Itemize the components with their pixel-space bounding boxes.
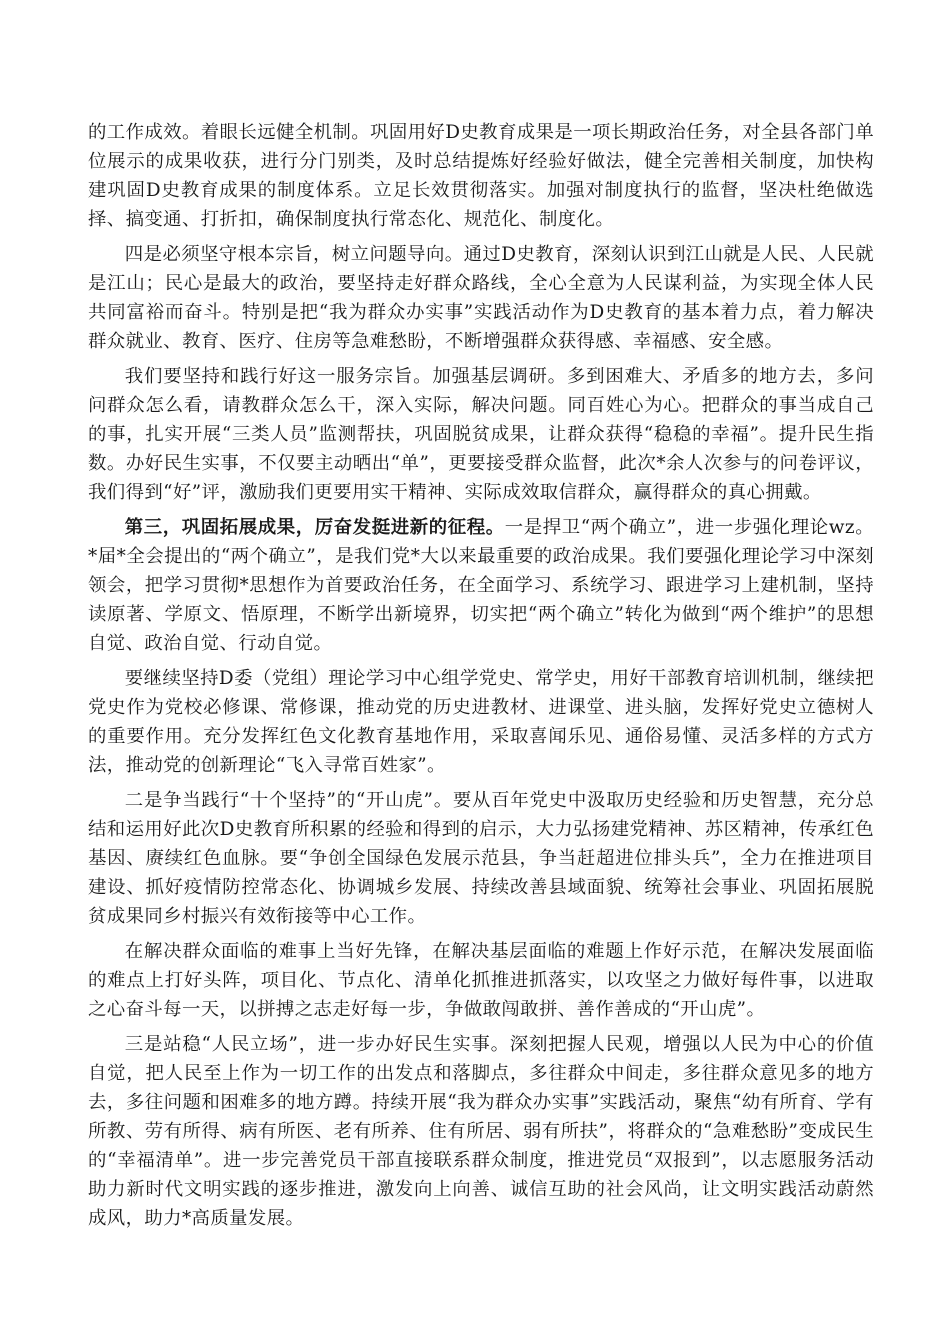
paragraph-3 bbox=[88, 362, 874, 507]
document-body bbox=[88, 118, 874, 1239]
paragraph-8-text: 三是站稳“人民立场”，进一步办好民生实事。深刻把握人民观，增强以人民为中心的价值自觉，把人民至上作为一切工作的出发点和落脚点，多往群众中间走，多往群众意见多的地方去，多往问题和困难多的地方蹲。持续开展“我为群众办实事”实践活动，聚焦“幼有所育、学有所教、劳有所得、病有所医、老有所养、住有所居、弱有所扶”，将群众的“急难愁盼”变成民生的“幸福清单”。进一步完善党员干部直接联系群众制度，推进党员“双报到”，以志愿服务活动助力新时代文明实践的逐步推进，激发向上向善、诚信互助的社会风尚，让文明实践活动蔚然成风，助力*高质量发展。 bbox=[88, 1034, 874, 1229]
paragraph-8 bbox=[88, 1030, 874, 1233]
paragraph-7-text: 在解决群众面临的难事上当好先锋，在解决基层面临的难题上作好示范，在解决发展面临的难点上打好头阵，项目化、节点化、清单化抓推进抓落实，以攻坚之力做好每件事，以进取之心奋斗每一天，以拼搏之志走好每一步，争做敢闯敢拼、善作善成的“开山虎”。 bbox=[88, 941, 874, 1020]
paragraph-3-text: 我们要坚持和践行好这一服务宗旨。加强基层调研。多到困难大、矛盾多的地方去，多问问群众怎么看，请教群众怎么干，深入实际，解决问题。同百姓心为心。把群众的事当成自己的事，扎实开展“三类人员”监测帮扶，巩固脱贫成果，让群众获得“稳稳的幸福”。提升民生指数。办好民生实事，不仅要主动晒出“单”，更要接受群众监督，此次*余人次参与的问卷评议，我们得到“好”评，激励我们更要用实干精神、实际成效取信群众，赢得群众的真心拥戴。 bbox=[88, 366, 874, 503]
paragraph-7 bbox=[88, 937, 874, 1024]
paragraph-5-text: 要继续坚持D委（党组）理论学习中心组学党史、常学史，用好干部教育培训机制，继续把党史作为党校必修课、常修课，推动党的历史进教材、进课堂、进头脑，发挥好党史立德树人的重要作用。充分发挥红色文化教育基地作用，采取喜闻乐见、通俗易懂、灵活多样的方式方法，推动党的创新理论“飞入寻常百姓家”。 bbox=[88, 668, 874, 776]
paragraph-5 bbox=[88, 664, 874, 780]
paragraph-6-text: 二是争当践行“十个坚持”的“开山虎”。要从百年党史中汲取历史经验和历史智慧，充分总结和运用好此次D史教育所积累的经验和得到的启示，大力弘扬建党精神、苏区精神，传承红色基因、赓续红色血脉。要“争创全国绿色发展示范县，争当赶超进位排头兵”，全力在推进项目建设、抓好疫情防控常态化、协调城乡发展、持续改善县域面貌、统筹社会事业、巩固拓展脱贫成果同乡村振兴有效衔接等中心工作。 bbox=[88, 790, 874, 927]
paragraph-2-text: 四是必须坚守根本宗旨，树立问题导向。通过D史教育，深刻认识到江山就是人民、人民就是江山；民心是最大的政治，要坚持走好群众路线，全心全意为人民谋利益，为实现全体人民共同富裕而奋斗。特别是把“我为群众办实事”实践活动作为D史教育的基本着力点，着力解决群众就业、教育、医疗、住房等急难愁盼，不断增强群众获得感、幸福感、安全感。 bbox=[88, 244, 874, 352]
paragraph-1-text: 的工作成效。着眼长远健全机制。巩固用好D史教育成果是一项长期政治任务，对全县各部门单位展示的成果收获，进行分门别类，及时总结提炼好经验好做法，健全完善相关制度，加快构建巩固D史教育成果的制度体系。立足长效贯彻落实。加强对制度执行的监督，坚决杜绝做选择、搞变通、打折扣，确保制度执行常态化、规范化、制度化。 bbox=[88, 122, 874, 230]
paragraph-6 bbox=[88, 786, 874, 931]
paragraph-1 bbox=[88, 118, 874, 234]
paragraph-4-text: 一是捍卫“两个确立”，进一步强化理论wz。*届*全会提出的“两个确立”，是我们党*大以来最重要的政治成果。我们要强化理论学习中深刻领会，把学习贯彻*思想作为首要政治任务，在全面学习、系统学习、跟进学习上建机制，坚持读原著、学原文、悟原理，不断学出新境界，切实把“两个确立”转化为做到“两个维护”的思想自觉、政治自觉、行动自觉。 bbox=[88, 517, 874, 654]
paragraph-4 bbox=[88, 513, 874, 658]
section-heading-third: 第三，巩固拓展成果，厉奋发挺进新的征程。 bbox=[124, 517, 505, 538]
paragraph-2 bbox=[88, 240, 874, 356]
